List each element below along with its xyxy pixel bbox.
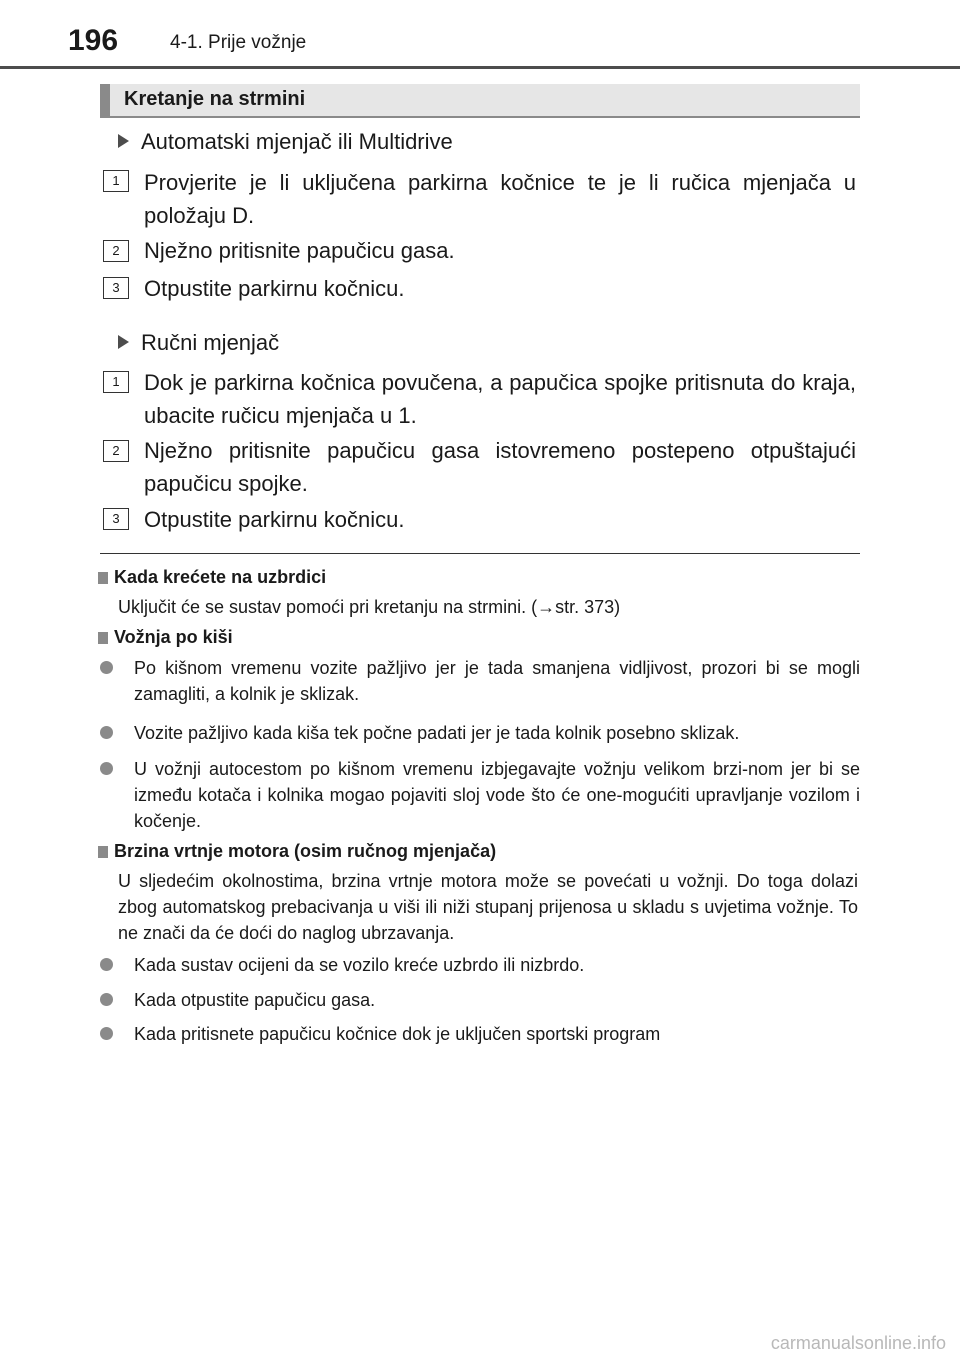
step-number-box: 2 bbox=[103, 240, 129, 262]
bullet-dot-icon bbox=[100, 726, 113, 739]
bullet-text: Vozite pažljivo kada kiša tek počne padati jer je tada kolnik posebno sklizak. bbox=[134, 723, 740, 743]
subhead-manual-label: Ručni mjenjač bbox=[141, 330, 280, 355]
section-title-bar bbox=[100, 84, 860, 118]
subhead-automatic bbox=[118, 129, 453, 155]
triangle-bullet-icon bbox=[118, 335, 129, 349]
bullet-text: Kada sustav ocijeni da se vozilo kreće uzbrdo ili nizbrdo. bbox=[134, 955, 585, 975]
subhead-manual bbox=[118, 330, 279, 356]
note-title-engine-label: Brzina vrtnje motora (osim ručnog mjenjača) bbox=[114, 841, 497, 861]
section-title: Kretanje na strmini bbox=[124, 88, 306, 110]
bullet-dot-icon bbox=[100, 661, 113, 674]
page-number: 196 bbox=[68, 24, 119, 57]
subhead-automatic-label: Automatski mjenjač ili Multidrive bbox=[141, 129, 453, 154]
header-rule bbox=[0, 66, 960, 69]
triangle-bullet-icon bbox=[118, 134, 129, 148]
step-number-box: 1 bbox=[103, 371, 129, 393]
note-title-uphill-label: Kada krećete na uzbrdici bbox=[114, 567, 327, 587]
step-number-box: 3 bbox=[103, 508, 129, 530]
note-title-rain-label: Vožnja po kiši bbox=[114, 627, 233, 647]
note-title-engine bbox=[98, 841, 496, 862]
note-title-uphill bbox=[98, 567, 326, 588]
step-text: Nježno pritisnite papučicu gasa. bbox=[144, 238, 455, 263]
square-bullet-icon bbox=[98, 572, 108, 584]
bullet-dot-icon bbox=[100, 762, 113, 775]
step-number-box: 1 bbox=[103, 170, 129, 192]
step-text: Nježno pritisnite papučicu gasa istovremeno postepeno otpuštajući papučicu spojke. bbox=[144, 438, 856, 496]
chapter-title: 4-1. Prije vožnje bbox=[170, 32, 307, 53]
section-divider bbox=[100, 553, 860, 554]
step-text: Otpustite parkirnu kočnicu. bbox=[144, 507, 405, 532]
step-text: Dok je parkirna kočnica povučena, a papučica spojke pritisnuta do kraja, ubacite ručicu mjenjača u 1. bbox=[144, 370, 856, 428]
step-text: Provjerite je li uključena parkirna kočnice te je li ručica mjenjača u položaju D. bbox=[144, 170, 856, 228]
bullet-dot-icon bbox=[100, 1027, 113, 1040]
note-text-uphill: Uključit će se sustav pomoći pri kretanju na strmini. (→str. 373) bbox=[118, 597, 621, 617]
step-number-box: 3 bbox=[103, 277, 129, 299]
note-title-rain bbox=[98, 627, 233, 648]
watermark: carmanualsonline.info bbox=[770, 1333, 946, 1353]
bullet-dot-icon bbox=[100, 993, 113, 1006]
bullet-dot-icon bbox=[100, 958, 113, 971]
step-text: Otpustite parkirnu kočnicu. bbox=[144, 276, 405, 301]
bullet-text: Po kišnom vremenu vozite pažljivo jer je tada smanjena vidljivost, prozori bi se mogli zamagliti, a kolnik je sklizak. bbox=[134, 658, 860, 704]
bullet-text: U vožnji autocestom po kišnom vremenu izbjegavajte vožnju velikom brzi-nom jer bi se između kotača i kolnika mogao pojaviti sloj vode što će one-mogućiti upravljanje vozilom i kočenje. bbox=[134, 759, 860, 831]
note-text-engine: U sljedećim okolnostima, brzina vrtnje motora može se povećati u vožnji. Do toga dolazi zbog automatskog prebacivanja u viši ili niži stupanj prijenosa u skladu s uvjetima vožnje. To ne znači da će doći do naglog ubrzavanja. bbox=[118, 871, 858, 943]
step-number-box: 2 bbox=[103, 440, 129, 462]
square-bullet-icon bbox=[98, 632, 108, 644]
square-bullet-icon bbox=[98, 846, 108, 858]
bullet-text: Kada otpustite papučicu gasa. bbox=[134, 990, 376, 1010]
bullet-text: Kada pritisnete papučicu kočnice dok je uključen sportski program bbox=[134, 1024, 661, 1044]
